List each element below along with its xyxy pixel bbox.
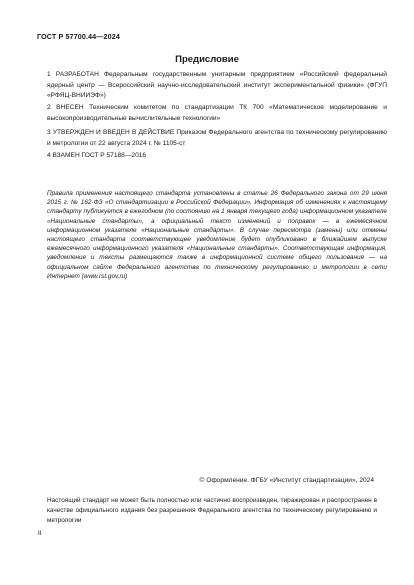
page-number: II — [38, 530, 42, 537]
preface-item-developed: 1 РАЗРАБОТАН Федеральным государственным унитарным предприятием «Российский федеральный ядерный центр — Всероссийский научно-исследовательский институт экспериментальной физики» (ФГУП «РФЯЦ-ВНИИЭФ») — [47, 71, 387, 99]
reproduction-notice: Настоящий стандарт не может быть полностью или частично воспроизведен, тиражирован и распространен в качестве официального издания без разрешения Федерального агентства по техническому регулированию и метрологии — [47, 497, 377, 525]
copyright-line: © Оформление. ФГБУ «Институт стандартизации», 2024 — [199, 477, 374, 484]
preface-item-approved: 3 УТВЕРЖДЕН И ВВЕДЕН В ДЕЙСТВИЕ Приказом Федерального агентства по техническому регулированию и метрологии от 22 августа 2024 г. № 1105-ст — [47, 129, 387, 147]
preface-item-introduced: 2 ВНЕСЕН Техническим комитетом по стандартизации ТК 700 «Математическое моделирование и высокопроизводительные вычислительные технологии» — [47, 104, 387, 122]
standard-number: ГОСТ Р 57700.44—2024 — [37, 32, 120, 41]
page-title: Предисловие — [175, 54, 239, 65]
application-rules-text: Правила применения настоящего стандарта установлены в статье 26 Федерального закона от 29 июня 2015 г. № 162-ФЗ «О стандартизации в Российской Федерации». Информация об изменениях к настоящему стандарту публикуется в ежегодном (по состоянию на 1 января текущего года) информационном указателе «Национальные стандарты», а официальный текст изменений и поправок — в ежемесячном информационном указателе «Национальные стандарты». В случае пересмотра (замены) или отмены настоящего стандарта соответствующее уведомление будет опубликовано в ближайшем выпуске ежемесячного информационного указателя «Национальные стандарты». Соответствующая информация, уведомление и тексты размещаются также в информационной системе общего пользования — на официальном сайте Федерального агентства по техническому регулированию и метрологии в сети Интернет (www.rst.gov.ru) — [47, 190, 387, 280]
preface-item-replaces: 4 ВЗАМЕН ГОСТ Р 57188—2016 — [47, 152, 147, 159]
